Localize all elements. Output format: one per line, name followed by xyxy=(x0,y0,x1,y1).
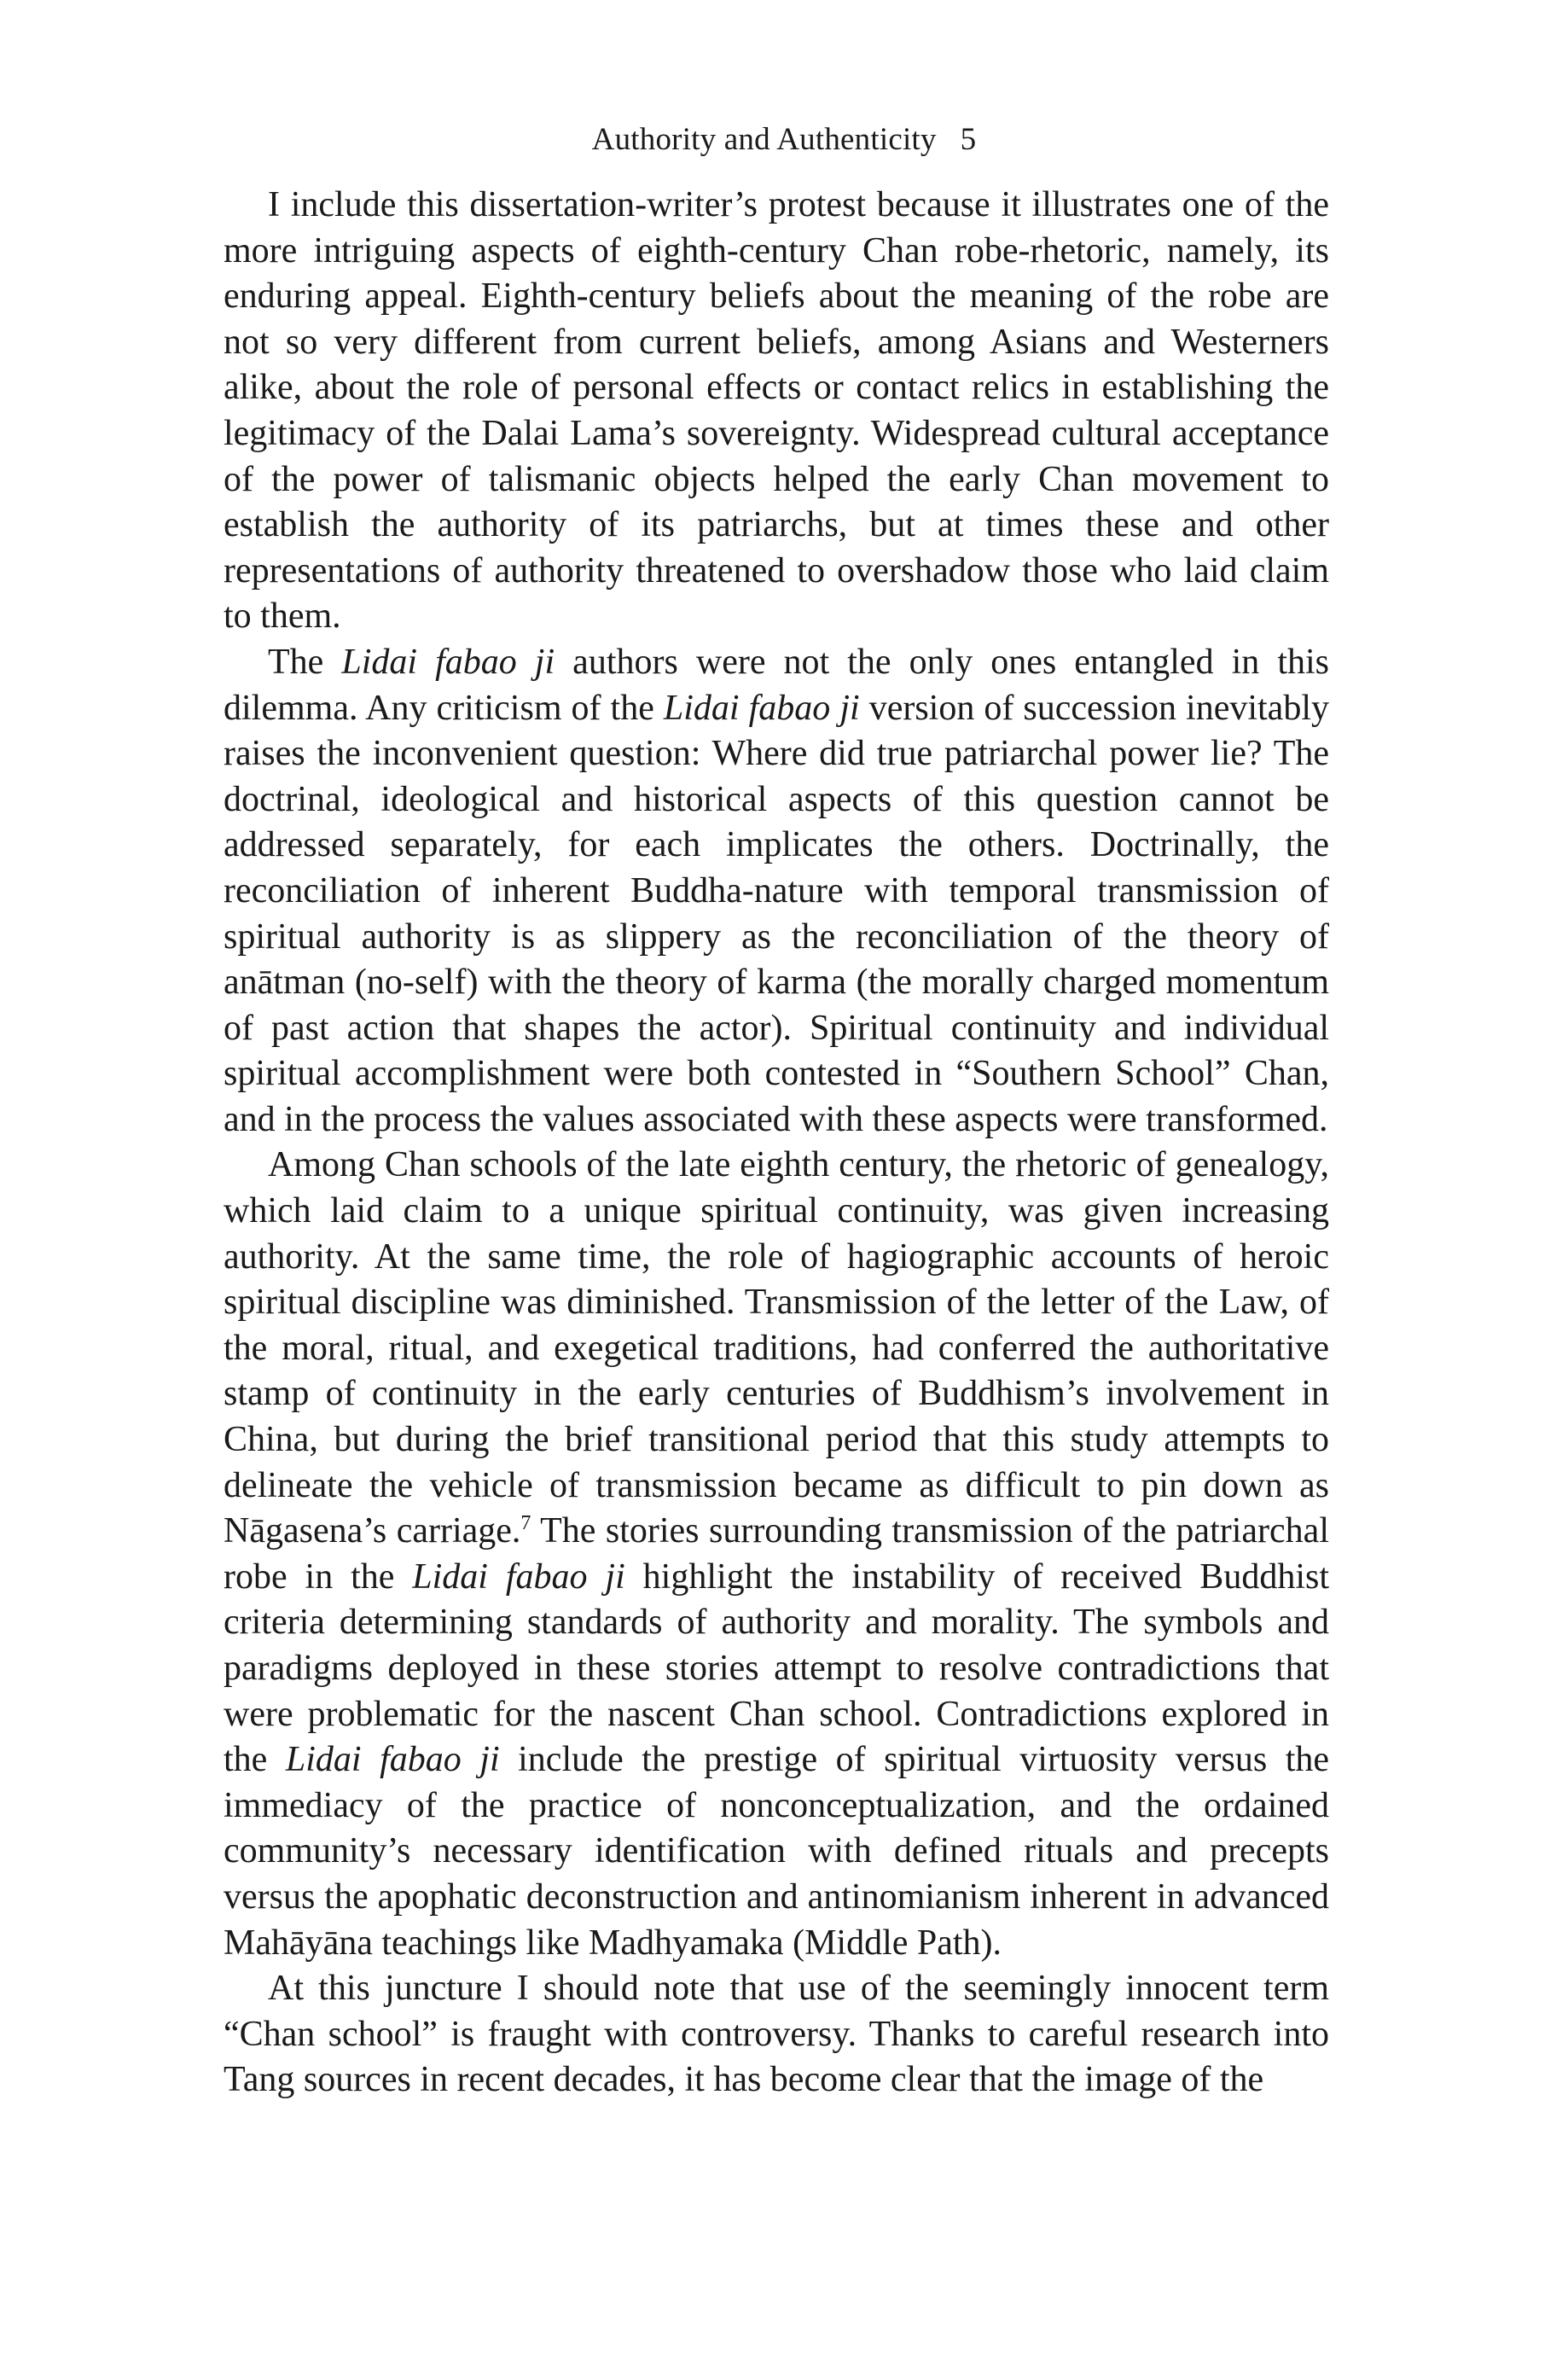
paragraph-4 xyxy=(224,1966,1329,2103)
running-head xyxy=(0,119,1568,160)
paragraph-text: I include this dissertation-writer’s protest because it illustrates one of the more intriguing aspects of eighth-century Chan robe-rhetoric, namely, its enduring appeal. Eighth-century beliefs about the meaning of the robe are not so very different from current beliefs, among Asians and Westerners alike, about the role of personal effects or contact relics in establishing the legitimacy of the Dalai Lama’s sovereignty. Widespread cultural acceptance of the power of talismanic objects helped the early Chan movement to establish the authority of its patriarchs, but at times these and other representations of authority threatened to overshadow those who laid claim to them. xyxy=(224,185,1329,637)
paragraph-text: Among Chan schools of the late eighth century, the rhetoric of genealogy, which laid claim to a unique spiritual continuity, was given increasing authority. At the same time, the role of hagiographic accounts of heroic spiritual discipline was diminished. Transmission of the letter of the Law, of the moral, ritual, and exegetical traditions, had conferred the authoritative stamp of continuity in the early centuries of Buddhism’s involvement in China, but during the brief transitional period that this study attempts to delineate the vehicle of transmission became as difficult to pin down as Nāgasena’s carriage. xyxy=(224,1145,1329,1551)
paragraph-text: The stories surrounding transmission of the patriarchal robe in the xyxy=(224,1511,1329,1597)
book-title-italic: Lidai fabao ji xyxy=(412,1556,625,1597)
book-title-italic: Lidai fabao ji xyxy=(285,1740,500,1780)
book-title-italic: Lidai fabao ji xyxy=(663,688,860,728)
paragraph-text: version of succession inevitably raises the inconvenient question: Where did true patriarchal power lie? The doctrinal, ideological and historical aspects of this question cannot be addressed separately, for each implicates the others. Doctrinally, the reconciliation of inherent Buddha-nature with temporal transmission of spiritual authority is as slippery as the reconciliation of the theory of anātman (no-self) with the theory of karma (the morally charged momentum of past action that shapes the actor). Spiritual continuity and individual spiritual accomplishment were both contested in “Southern School” Chan, and in the process the values associated with these aspects were transformed. xyxy=(224,688,1329,1139)
paragraph-3 xyxy=(224,1143,1329,1966)
running-head-title: Authority and Authenticity xyxy=(591,122,937,157)
paragraph-text: include the prestige of spiritual virtuosity versus the immediacy of the practice of nonconceptualization, and the ordained community’s necessary identification with defined rituals and precepts versus the apophatic deconstruction and antinomianism inherent in advanced Mahāyāna teachings like Madhyamaka (Middle Path). xyxy=(224,1740,1330,1963)
paragraph-2 xyxy=(224,640,1329,1143)
footnote-reference[interactable]: 7 xyxy=(520,1512,531,1535)
body-text xyxy=(224,183,1329,2103)
paragraph-1 xyxy=(224,183,1329,640)
book-title-italic: Lidai fabao ji xyxy=(341,642,555,682)
paragraph-text: At this juncture I should note that use of the seemingly innocent term “Chan school” is fraught with controversy. Thanks to careful research into Tang sources in recent decades, it has become clear that the image of the xyxy=(224,1969,1329,2100)
paragraph-text: The xyxy=(268,642,342,682)
paragraph-text: highlight the instability of received Buddhist criteria determining standards of authority and morality. The symbols and paradigms deployed in these stories attempt to resolve contradictions that were problematic for the nascent Chan school. Contradictions explored in the xyxy=(224,1556,1329,1780)
paragraph-text: authors were not the only ones entangled in this dilemma. Any criticism of the xyxy=(224,642,1330,728)
page-number: 5 xyxy=(960,122,977,157)
